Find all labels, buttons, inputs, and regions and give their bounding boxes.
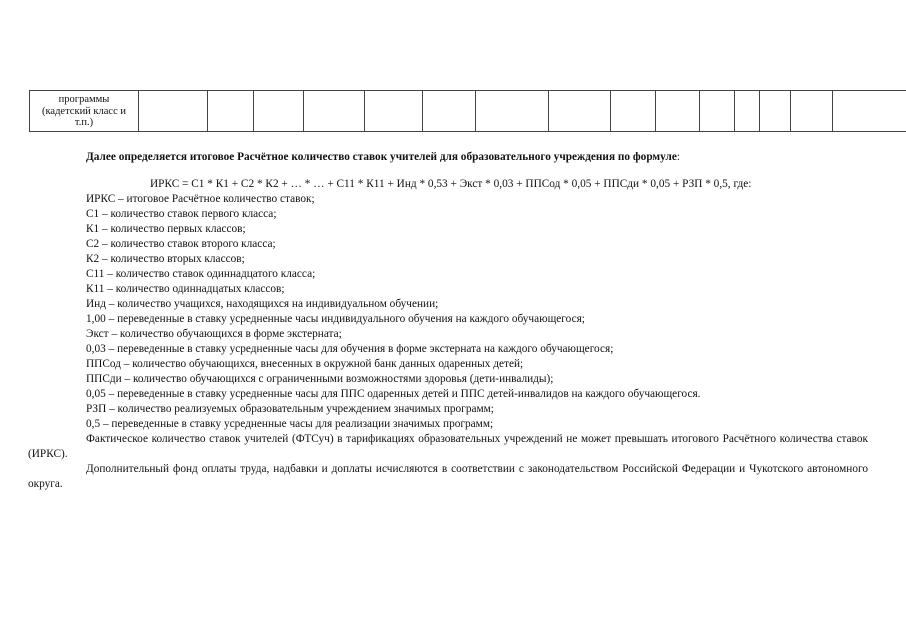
table-fragment bbox=[29, 90, 906, 132]
table-cell bbox=[208, 91, 254, 132]
cell-line: (кадетский класс и bbox=[41, 105, 126, 117]
paragraph-fund: Дополнительный фонд оплаты труда, надбавки и доплаты исчисляются в соответствии с законодательством Российской Федерации и Чукотского автономного округа. bbox=[28, 463, 868, 490]
definition-line: РЗП – количество реализуемых образовательным учреждением значимых программ; bbox=[86, 403, 494, 415]
definition-line: 0,5 – переведенные в ставку усредненные часы для реализации значимых программ; bbox=[86, 418, 494, 430]
heading-text: Далее определяется итоговое Расчётное количество ставок учителей для образовательного учреждения по формуле bbox=[86, 151, 677, 163]
definition-line: ППСди – количество обучающихся с ограниченными возможностями здоровья (дети-инвалиды); bbox=[86, 373, 554, 385]
table-cell bbox=[735, 91, 760, 132]
definition-line: К2 – количество вторых классов; bbox=[86, 253, 245, 265]
definition-line: К11 – количество одиннадцатых классов; bbox=[86, 283, 285, 295]
table-cell bbox=[476, 91, 549, 132]
section-heading bbox=[86, 150, 868, 165]
definition-line: ППСод – количество обучающихся, внесенных в окружной банк данных одаренных детей; bbox=[86, 358, 524, 370]
document-body bbox=[28, 150, 868, 492]
cell-line: т.п.) bbox=[74, 117, 94, 128]
definition-line: 0,03 – переведенные в ставку усредненные часы для обучения в форме экстерната на каждого обучающегося; bbox=[86, 343, 614, 355]
table-cell bbox=[304, 91, 365, 132]
heading-colon: : bbox=[676, 151, 680, 163]
table-cell bbox=[365, 91, 423, 132]
definition-line: С1 – количество ставок первого класса; bbox=[86, 208, 277, 220]
table-row bbox=[30, 91, 906, 132]
definition-line: С2 – количество ставок второго класса; bbox=[86, 238, 276, 250]
definition-line: 0,05 – переведенные в ставку усредненные часы для ППС одаренных детей и ППС детей-инвалидов на каждого обучающегося. bbox=[86, 388, 701, 400]
definition-line: Экст – количество обучающихся в форме экстерната; bbox=[86, 328, 342, 340]
table-cell bbox=[611, 91, 656, 132]
table-cell bbox=[139, 91, 208, 132]
table-cell bbox=[760, 91, 791, 132]
table-cell bbox=[833, 91, 906, 132]
paragraph-limit: Фактическое количество ставок учителей (ФТСуч) в тарификациях образовательных учреждений не может превышать итогового Расчётного количества ставок (ИРКС). bbox=[28, 433, 868, 460]
definition-line: Инд – количество учащихся, находящихся на индивидуальном обучении; bbox=[86, 298, 439, 310]
table-cell bbox=[549, 91, 611, 132]
table-cell bbox=[423, 91, 476, 132]
definition-line: 1,00 – переведенные в ставку усредненные часы индивидуального обучения на каждого обучающегося; bbox=[86, 313, 585, 325]
definition-line: ИРКС – итоговое Расчётное количество ставок; bbox=[86, 193, 315, 205]
table-cell bbox=[791, 91, 833, 132]
table-cell bbox=[254, 91, 304, 132]
definition-line: С11 – количество ставок одиннадцатого класса; bbox=[86, 268, 316, 280]
definition-line: К1 – количество первых классов; bbox=[86, 223, 246, 235]
cell-line: программы bbox=[58, 94, 110, 105]
table-cell-program bbox=[30, 91, 139, 132]
formula: ИРКС = С1 * К1 + С2 * К2 + … * … + С11 * К11 + Инд * 0,53 + Экст * 0,03 + ППСод * 0,05 + ППСди * 0,05 + РЗП * 0,5, где: bbox=[150, 178, 752, 190]
table-cell bbox=[656, 91, 700, 132]
table-cell bbox=[700, 91, 735, 132]
